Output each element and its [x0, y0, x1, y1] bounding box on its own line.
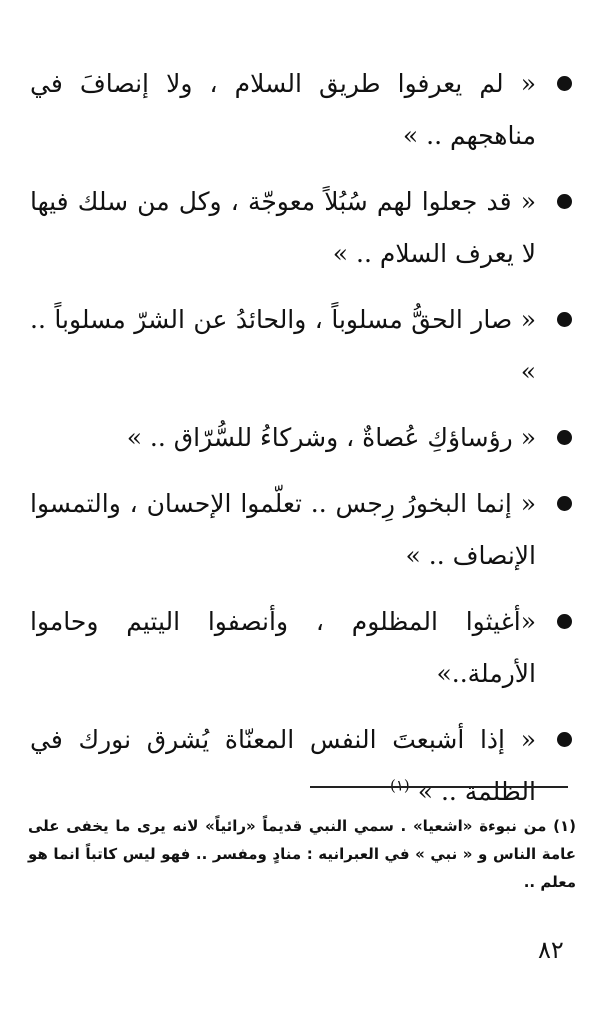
- list-item-text: «أغيثوا المظلوم ، وأنصفوا اليتيم وحاموا الأرملة..»: [30, 607, 536, 688]
- footnote-reference: (١): [389, 776, 410, 795]
- list-item: [30, 176, 578, 280]
- list-item-text: « رؤساؤكِ عُصاةٌ ، وشركاءُ للسُّرّاق .. »: [126, 423, 536, 452]
- bullet-icon: [557, 312, 572, 327]
- list-item-text: « صار الحقُّ مسلوباً ، والحائدُ عن الشرّ مسلوباً .. »: [30, 305, 536, 386]
- bullet-icon: [557, 430, 572, 445]
- list-item-text: « قد جعلوا لهم سُبُلاً معوجّة ، وكل من سلك فيها لا يعرف السلام .. »: [30, 187, 536, 268]
- bullet-icon: [557, 614, 572, 629]
- bullet-icon: [557, 76, 572, 91]
- list-item-text: [30, 714, 536, 818]
- list-item: [30, 412, 578, 464]
- bullet-icon: [557, 194, 572, 209]
- list-item-body: « إذا أشبعتَ النفس المعنّاة يُشرق نورك في الظلمة .. »: [30, 725, 536, 806]
- list-item: [30, 294, 578, 398]
- list-item: [30, 58, 578, 162]
- list-item: [30, 714, 578, 818]
- list-item: [30, 478, 578, 582]
- bullet-icon: [557, 496, 572, 511]
- bullet-list: [30, 58, 578, 832]
- footnote-divider: [310, 786, 568, 788]
- bullet-icon: [557, 732, 572, 747]
- footnote: (١) من نبوءة «اشعيا» . سمي النبي قديماً «رائياً» لانه يرى ما يخفى على عامة الناس و « نبي » في العبرانيه : منادٍ ومفسر .. فهو ليس كاتباً انما هو معلم ..: [28, 817, 576, 891]
- page-number: ٨٢: [538, 936, 564, 964]
- list-item-text: « إنما البخورُ رِجس .. تعلّموا الإحسان ، والتمسوا الإنصاف .. »: [30, 489, 536, 570]
- list-item-text: « لم يعرفوا طريق السلام ، ولا إنصافَ في مناهجهم .. »: [30, 69, 536, 150]
- list-item: [30, 596, 578, 700]
